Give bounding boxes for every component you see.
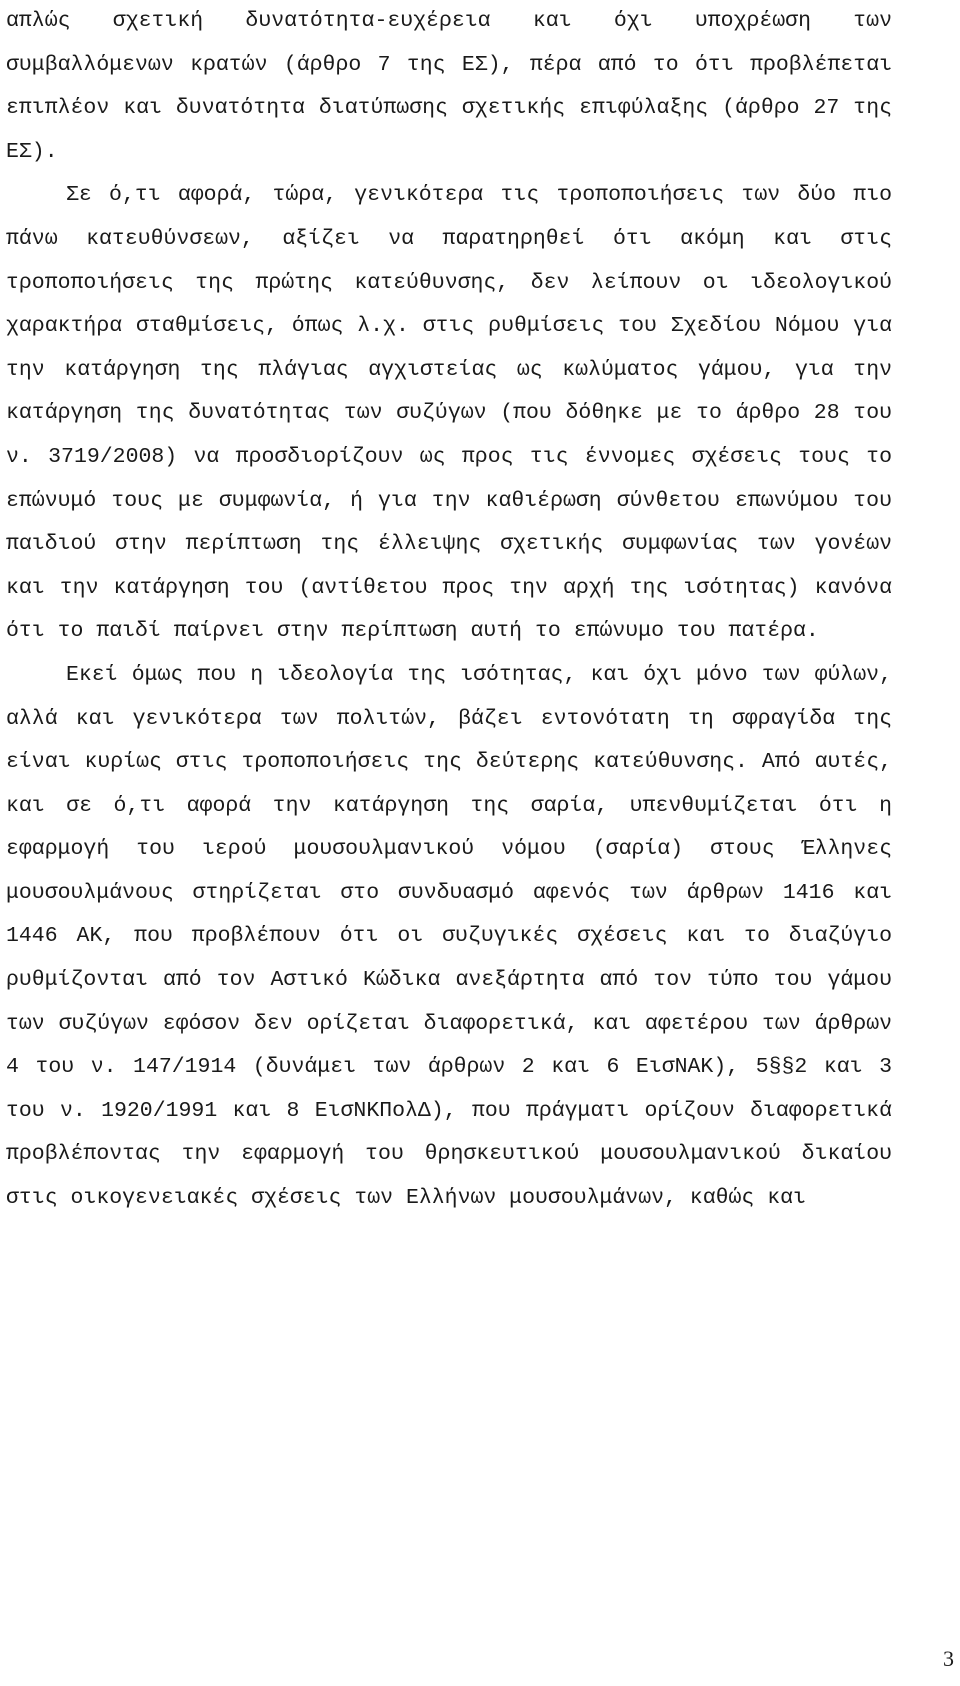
document-body [6,0,892,1221]
document-page [6,0,892,1221]
paragraph-1: απλώς σχετική δυνατότητα-ευχέρεια και όχι υποχρέωση των συμβαλλόμενων κρατών (άρθρο 7 της ΕΣ), πέρα από το ότι προβλέπεται επιπλέον και δυνατότητα διατύπωσης σχετικής επιφύλαξης (άρθρο 27 της ΕΣ). [6,9,892,164]
paragraph-3: Εκεί όμως που η ιδεολογία της ισότητας, και όχι μόνο των φύλων, αλλά και γενικότερα των πολιτών, βάζει εντονότατη τη σφραγίδα της είναι κυρίως στις τροποποιήσεις της δεύτερης κατεύθυνσης. Από αυτές, και σε ό,τι αφορά την κατάργηση της σαρία, υπενθυμίζεται ότι η εφαρμογή του ιερού μουσουλμανικού νόμου (σαρία) στους Έλληνες μουσουλμάνους στηρίζεται στο συνδυασμό αφενός των άρθρων 1416 και 1446 ΑΚ, που προβλέπουν ότι οι συζυγικές σχέσεις και το διαζύγιο ρυθμίζονται από τον Αστικό Κώδικα ανεξάρτητα από τον τύπο του γάμου των συζύγων εφόσον δεν ορίζεται διαφορετικά, και αφετέρου των άρθρων 4 του ν. 147/1914 (δυνάμει των άρθρων 2 και 6 ΕισΝΑΚ), 5§§2 και 3 του ν. 1920/1991 και 8 ΕισΝΚΠολΔ), που πράγματι ορίζουν διαφορετικά προβλέποντας την εφαρμογή του θρησκευτικού μουσουλμανικού δικαίου στις οικογενειακές σχέσεις των Ελλήνων μουσουλμάνων, καθώς και [6,662,892,1211]
page-number: 3 [943,1646,954,1671]
paragraph-2: Σε ό,τι αφορά, τώρα, γενικότερα τις τροποποιήσεις των δύο πιο πάνω κατευθύνσεων, αξίζει να παρατηρηθεί ότι ακόμη και στις τροποποιήσεις της πρώτης κατεύθυνσης, δεν λείπουν οι ιδεολογικού χαρακτήρα σταθμίσεις, όπως λ.χ. στις ρυθμίσεις του Σχεδίου Νόμου για την κατάργηση της πλάγιας αγχιστείας ως κωλύματος γάμου, για την κατάργηση της δυνατότητας των συζύγων (που δόθηκε με το άρθρο 28 του ν. 3719/2008) να προσδιορίζουν ως προς τις έννομες σχέσεις τους το επώνυμό τους με συμφωνία, ή για την καθιέρωση σύνθετου επωνύμου του παιδιού στην περίπτωση της έλλειψης σχετικής συμφωνίας των γονέων και την κατάργηση του (αντίθετου προς την αρχή της ισότητας) κανόνα ότι το παιδί παίρνει στην περίπτωση αυτή το επώνυμο του πατέρα. [6,183,892,644]
